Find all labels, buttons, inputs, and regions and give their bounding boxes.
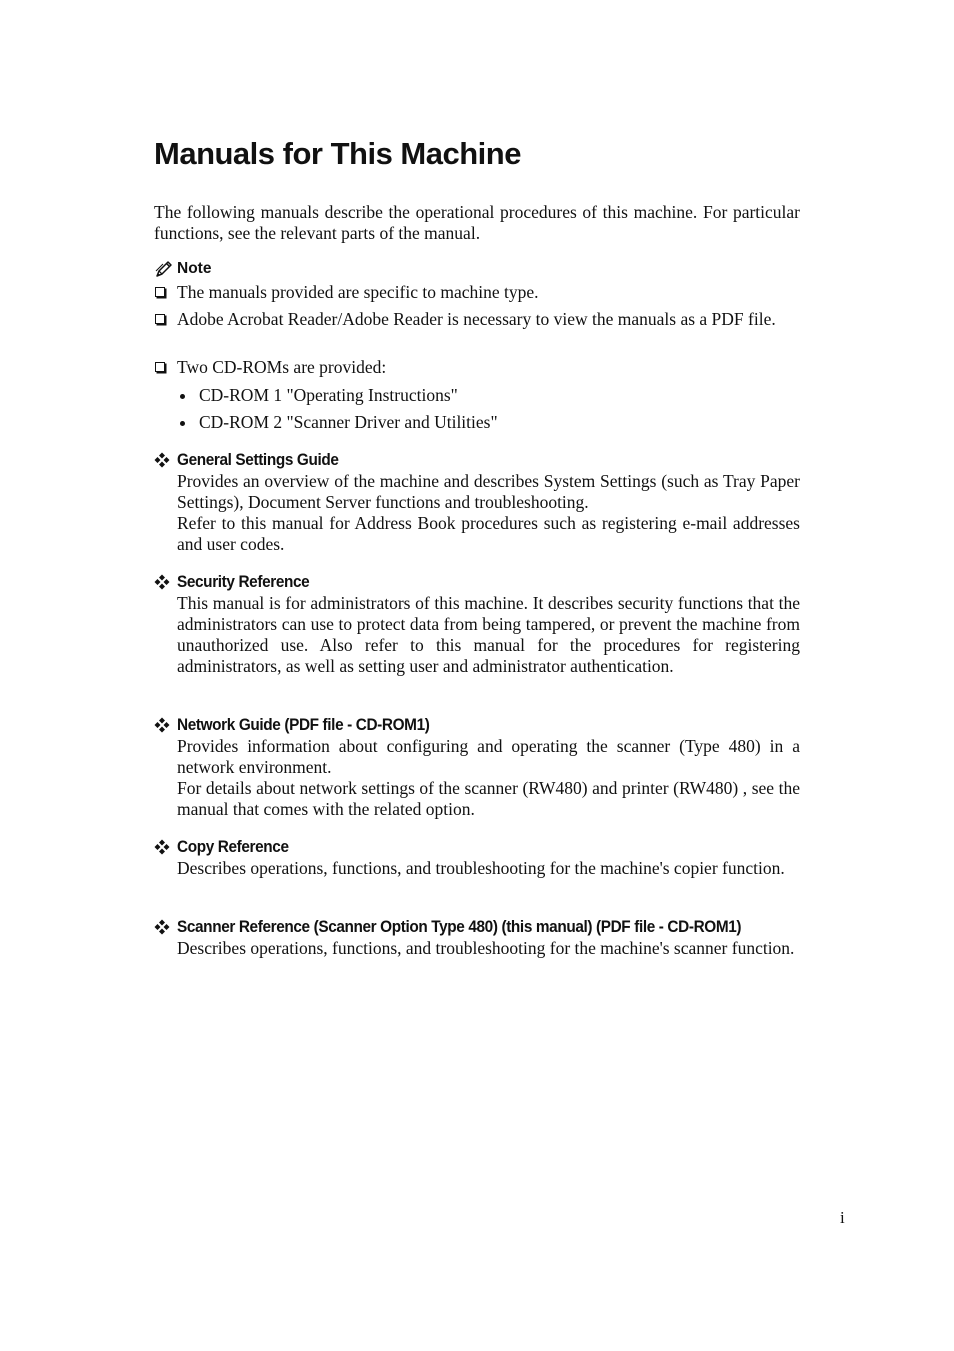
diamond-bullet-icon — [154, 919, 170, 935]
section-title: Copy Reference — [177, 838, 289, 856]
checkbox-icon — [155, 287, 165, 297]
checkbox-icon — [155, 362, 165, 372]
note-item-text: Adobe Acrobat Reader/Adobe Reader is necessary to view the manuals as a PDF file. — [177, 309, 776, 329]
note-item — [154, 309, 800, 330]
section-paragraph: For details about network settings of the scanner (RW480) and printer (RW480) , see the manual that comes with the related option. — [177, 778, 800, 819]
cdrom-label: CD-ROM 1 "Operating Instructions" — [199, 385, 458, 405]
section-title: Network Guide (PDF file - CD-ROM1) — [177, 716, 430, 734]
section-paragraph: Provides information about configuring and operating the scanner (Type 480) in a network environment. — [177, 736, 800, 777]
diamond-bullet-icon — [154, 452, 170, 468]
manual-section-security — [154, 571, 800, 677]
bullet-icon — [180, 421, 185, 426]
diamond-bullet-icon — [154, 839, 170, 855]
section-title: Scanner Reference (Scanner Option Type 480) (this manual) (PDF file - CD-ROM1) — [177, 918, 742, 936]
page-number: i — [840, 1208, 845, 1227]
intro-paragraph: The following manuals describe the operational procedures of this machine. For particular functions, see the relevant parts of the manual. — [154, 202, 800, 243]
note-item-text: The manuals provided are specific to machine type. — [177, 282, 539, 302]
note-item — [154, 357, 800, 378]
section-paragraph: Refer to this manual for Address Book procedures such as registering e-mail addresses and user codes. — [177, 513, 800, 554]
cdrom-list-item — [177, 385, 458, 406]
section-paragraph: Describes operations, functions, and troubleshooting for the machine's copier function. — [177, 858, 785, 878]
note-item — [154, 282, 800, 303]
pencil-icon — [154, 259, 174, 279]
note-label: Note — [177, 260, 212, 277]
page-title: Manuals for This Machine — [154, 136, 521, 171]
cdrom-label: CD-ROM 2 "Scanner Driver and Utilities" — [199, 412, 498, 432]
manual-section-scanner — [154, 916, 800, 959]
section-paragraph: This manual is for administrators of this machine. It describes security functions that the administrators can use to protect data from being tampered, or prevent the machine from unauthorized use. Also refer to this manual for the procedures for registering administrators, as well as setting user and administrator authentication. — [177, 593, 800, 676]
manual-section-copy — [154, 836, 800, 879]
manual-section-network — [154, 714, 800, 820]
section-title: Security Reference — [177, 573, 310, 591]
section-title: General Settings Guide — [177, 451, 339, 469]
cdrom-list-item — [177, 412, 498, 433]
section-paragraph: Provides an overview of the machine and describes System Settings (such as Tray Paper Settings), Document Server functions and troubleshooting. — [177, 471, 800, 512]
note-item-text: Two CD-ROMs are provided: — [177, 357, 387, 377]
checkbox-icon — [155, 314, 165, 324]
diamond-bullet-icon — [154, 717, 170, 733]
section-paragraph: Describes operations, functions, and troubleshooting for the machine's scanner function. — [177, 938, 795, 958]
manual-section-general-settings — [154, 449, 800, 555]
bullet-icon — [180, 394, 185, 399]
diamond-bullet-icon — [154, 574, 170, 590]
note-heading — [154, 258, 211, 280]
